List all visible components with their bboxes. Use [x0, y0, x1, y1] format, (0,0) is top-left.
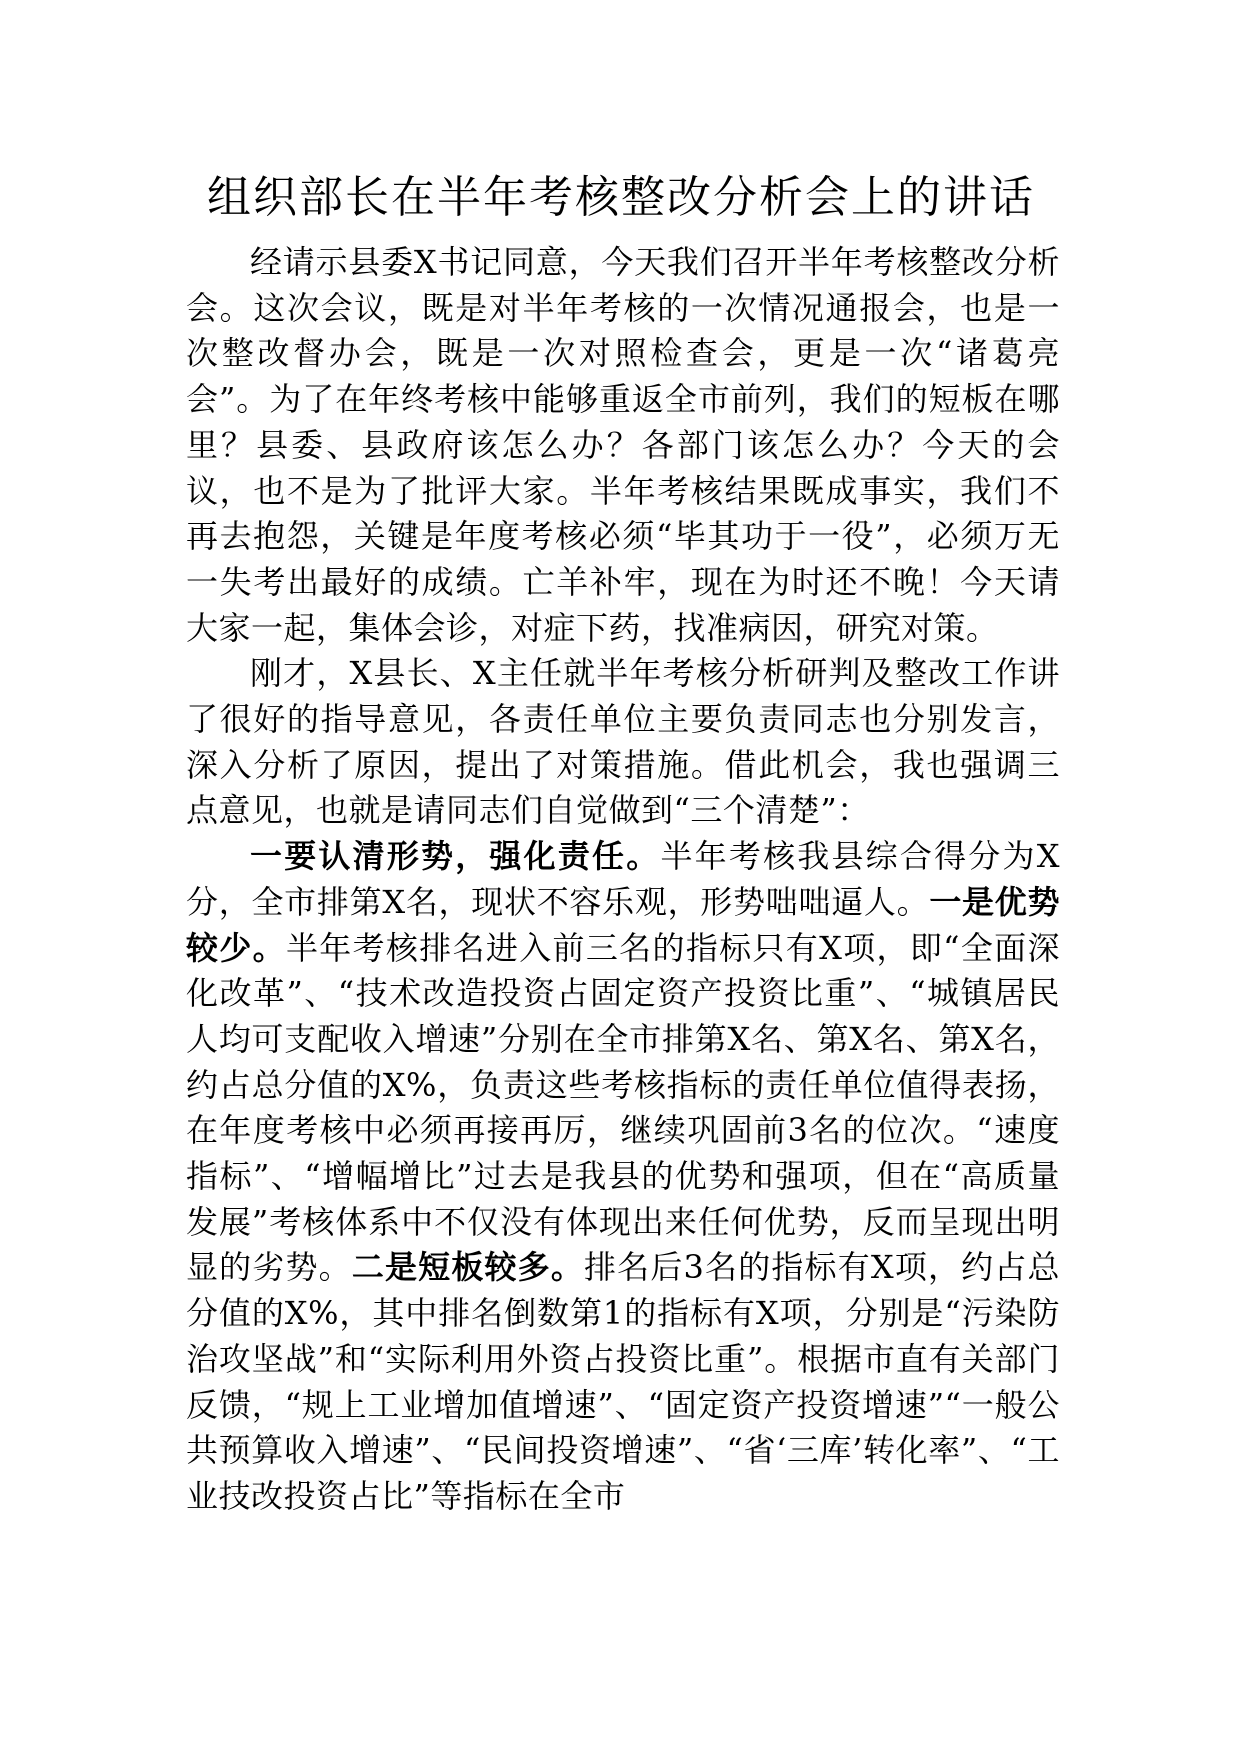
- subpoint-heading: 一是优势较少。: [186, 882, 1060, 967]
- paragraph-text: 半年考核排名进入前三名的指标只有X项，即“全面深化改革”、“技术改造投资占固定资产投资比重”、“城镇居民人均可支配收入增速”分别在全市排第X名、第X名、第X名，约占总分值的X%，负责这些考核指标的责任单位值得表扬，在年度考核中必须再接再厉，继续巩固前3名的位次。“速度指标”、“增幅增比”过去是我县的优势和强项，但在“高质量发展”考核体系中不仅没有体现出来任何优势，反而呈现出明显的劣势。: [186, 928, 1060, 1287]
- paragraph-text: 排名后3名的指标有X项，约占总分值的X%，其中排名倒数第1的指标有X项，分别是“污染防治攻坚战”和“实际利用外资占投资比重”。根据市直有关部门反馈，“规上工业增加值增速”、“固定资产投资增速”“一般公共预算收入增速”、“民间投资增速”、“省‘三库’转化率”、“工业技改投资占比”等指标在全市: [186, 1248, 1060, 1515]
- subpoint-heading: 二是短板较多。: [351, 1248, 585, 1287]
- paragraph-situation: [186, 834, 1060, 1520]
- document-title: 组织部长在半年考核整改分析会上的讲话: [207, 172, 1035, 223]
- document-body: [186, 240, 1060, 1520]
- section-heading: 一要认清形势，强化责任。: [250, 837, 661, 876]
- paragraph-opening: 经请示县委X书记同意，今天我们召开半年考核整改分析会。这次会议，既是对半年考核的一次情况通报会，也是一次整改督办会，既是一次对照检查会，更是一次“诸葛亮会”。为了在年终考核中能够重返全市前列，我们的短板在哪里？县委、县政府该怎么办？各部门该怎么办？今天的会议，也不是为了批评大家。半年考核结果既成事实，我们不再去抱怨，关键是年度考核必须“毕其功于一役”，必须万无一失考出最好的成绩。亡羊补牢，现在为时还不晚！今天请大家一起，集体会诊，对症下药，找准病因，研究对策。: [186, 243, 1060, 647]
- paragraph-text: 半年考核我县综合得分为X分，全市排第X名，现状不容乐观，形势咄咄逼人。: [186, 837, 1060, 921]
- paragraph-remarks: 刚才，X县长、X主任就半年考核分析研判及整改工作讲了很好的指导意见，各责任单位主要负责同志也分别发言，深入分析了原因，提出了对策措施。借此机会，我也强调三点意见，也就是请同志们自觉做到“三个清楚”：: [186, 654, 1060, 830]
